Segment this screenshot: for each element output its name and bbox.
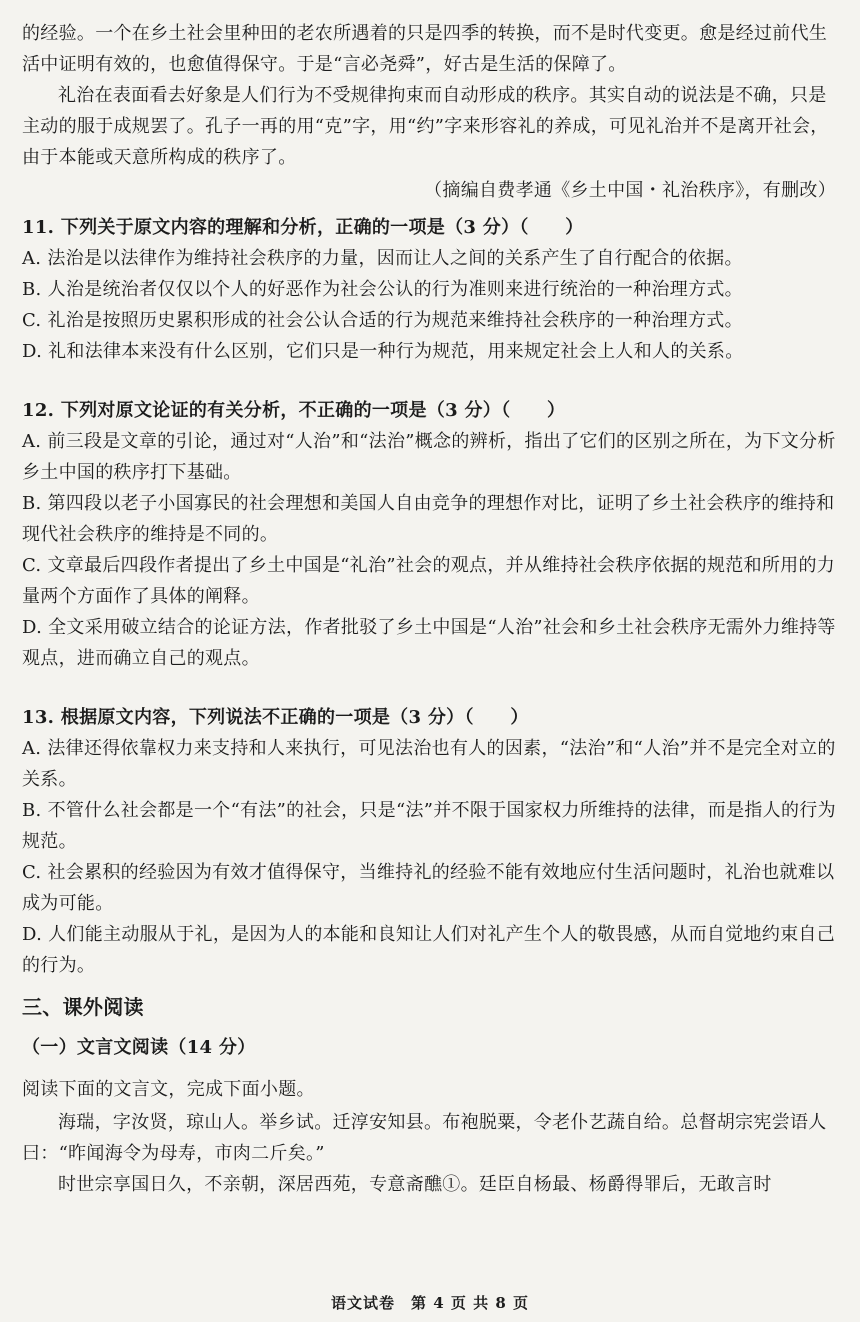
classical-text-paragraph: 时世宗享国日久，不亲朝，深居西苑，专意斋醮①。廷臣自杨最、杨爵得罪后，无敢言时 (58, 1174, 772, 1195)
section-title: 三、课外阅读 (22, 995, 144, 1019)
option-a: A. 法治是以法律作为维持社会秩序的力量，因而让人之间的关系产生了自行配合的依据。 (22, 248, 743, 269)
question-11 (22, 212, 836, 367)
option-b: B. 第四段以老子小国寡民的社会理想和美国人自由竞争的理想作对比，证明了乡土社会秩序的维持和现代社会秩序的维持是不同的。 (22, 493, 835, 545)
question-12 (22, 395, 836, 674)
option-c: C. 文章最后四段作者提出了乡土中国是“礼治”社会的观点，并从维持社会秩序依据的规范和所用的力量两个方面作了具体的阐释。 (22, 555, 836, 607)
question-title: 11. 下列关于原文内容的理解和分析，正确的一项是（3 分）（ ） (22, 217, 584, 238)
option-a: A. 法律还得依靠权力来支持和人来执行，可见法治也有人的因素，“法治”和“人治”并不是完全对立的关系。 (22, 738, 836, 790)
section-3 (22, 989, 836, 1200)
option-d: D. 全文采用破立结合的论证方法，作者批驳了乡土中国是“人治”社会和乡土社会秩序无需外力维持等观点，进而确立自己的观点。 (22, 617, 836, 669)
option-b: B. 人治是统治者仅仅以个人的好恶作为社会公认的行为准则来进行统治的一种治理方式。 (22, 279, 743, 300)
section-subtitle: （一）文言文阅读（14 分） (22, 1037, 256, 1058)
option-c: C. 社会累积的经验因为有效才值得保守，当维持礼的经验不能有效地应付生活问题时，礼治也就难以成为可能。 (22, 862, 835, 914)
passage (22, 18, 836, 206)
passage-paragraph: 礼治在表面看去好象是人们行为不受规律拘束而自动形成的秩序。其实自动的说法是不确，只是主动的服于成规罢了。孔子一再的用“克”字，用“约”字来形容礼的养成，可见礼治并不是离开社会，由于本能或天意所构成的秩序了。 (22, 85, 829, 168)
question-title: 13. 根据原文内容，下列说法不正确的一项是（3 分）（ ） (22, 707, 529, 728)
option-a: A. 前三段是文章的引论，通过对“人治”和“法治”概念的辨析，指出了它们的区别之所在，为下文分析乡土中国的秩序打下基础。 (22, 431, 836, 483)
classical-text-paragraph: 海瑞，字汝贤，琼山人。举乡试。迁淳安知县。布袍脱粟，令老仆艺蔬自给。总督胡宗宪尝语人曰：“昨闻海令为母寿，市肉二斤矣。” (22, 1112, 827, 1164)
page-footer: 语文试卷 第 4 页 共 8 页 (331, 1294, 529, 1312)
passage-paragraph: 的经验。一个在乡土社会里种田的老农所遇着的只是四季的转换，而不是时代变更。愈是经过前代生活中证明有效的，也愈值得保守。于是“言必尧舜”，好古是生活的保障了。 (22, 23, 828, 75)
option-c: C. 礼治是按照历史累积形成的社会公认合适的行为规范来维持社会秩序的一种治理方式。 (22, 310, 743, 331)
reading-instruction: 阅读下面的文言文，完成下面小题。 (22, 1079, 315, 1100)
option-d: D. 礼和法律本来没有什么区别，它们只是一种行为规范，用来规定社会上人和人的关系。 (22, 341, 744, 362)
option-b: B. 不管什么社会都是一个“有法”的社会，只是“法”并不限于国家权力所维持的法律，而是指人的行为规范。 (22, 800, 836, 852)
option-d: D. 人们能主动服从于礼，是因为人的本能和良知让人们对礼产生个人的敬畏感，从而自觉地约束自己的行为。 (22, 924, 836, 976)
passage-source: （摘编自费孝通《乡土中国・礼治秩序》，有删改） (424, 180, 836, 201)
question-title: 12. 下列对原文论证的有关分析，不正确的一项是（3 分）（ ） (22, 400, 566, 421)
question-13 (22, 702, 836, 981)
